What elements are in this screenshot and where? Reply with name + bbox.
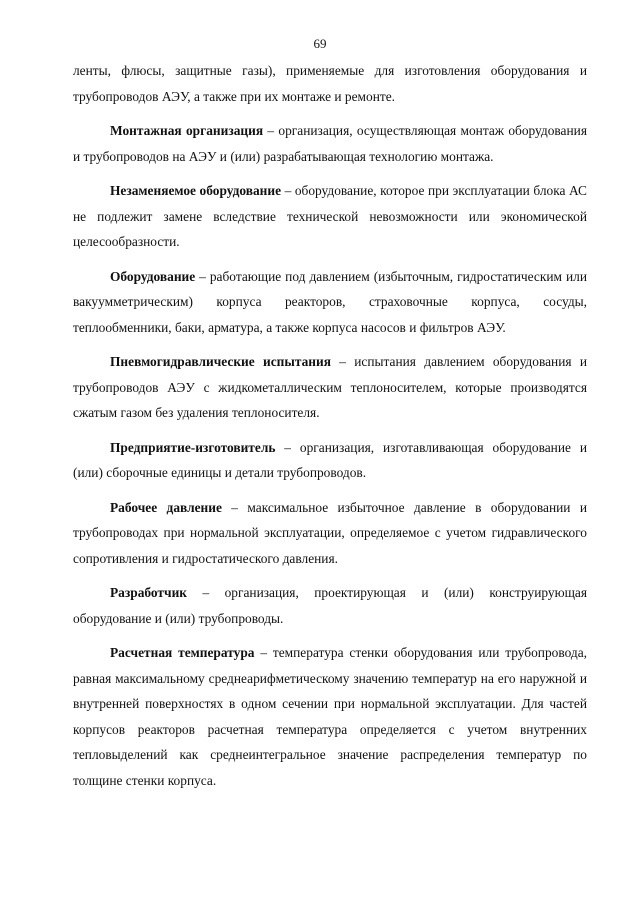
paragraph-continuation xyxy=(73,58,587,109)
definition-term: Расчетная температура xyxy=(110,645,255,660)
document-body xyxy=(73,58,587,802)
page-number: 69 xyxy=(313,36,327,51)
definition-term: Предприятие-изготовитель xyxy=(110,439,276,455)
definition-term: Монтажная организация xyxy=(110,123,264,138)
definition-razrabotchik xyxy=(73,580,587,631)
definition-montazhnaya-organizatsiya xyxy=(73,118,587,169)
definition-text: – оборудование, которое при эксплуатации блока АС не подлежит замене вследствие технической невозможности или экономической целесообразности. xyxy=(73,183,587,249)
definition-oborudovanie xyxy=(73,264,587,341)
definition-term: Разработчик xyxy=(110,585,187,600)
definition-rabochee-davlenie xyxy=(73,495,587,572)
definition-term: Оборудование xyxy=(110,268,196,284)
definition-pnevmogidravlicheskie-ispytaniya xyxy=(73,349,587,426)
definition-text: – организация, осуществляющая монтаж оборудования и трубопроводов на АЭУ и (или) разрабатывающая технологию монтажа. xyxy=(73,123,587,164)
definition-text: – организация, проектирующая и (или) конструирующая оборудование и (или) трубопроводы. xyxy=(73,585,587,626)
definition-raschetnaya-temperatura xyxy=(73,640,587,793)
definition-text: – температура стенки оборудования или трубопровода, равная максимальному среднеарифметическому значению температур на его наружной и внутренней поверхностях в одном сечении при нормальной эксплуатации. Для частей корпусов реакторов расчетная температура определяется с учетом внутренних тепловыделений как среднеинтегральное значение распределения температур по толщине стенки корпуса. xyxy=(73,645,587,788)
definition-term: Рабочее давление xyxy=(110,499,222,515)
definition-text: – испытания давлением оборудования и трубопроводов АЭУ с жидкометаллическим теплоносителем, которые производятся сжатым газом без удаления теплоносителя. xyxy=(73,354,587,420)
definition-text: – работающие под давлением (избыточным, гидростатическим или вакуумметрическим) корпуса реакторов, страховочные корпуса, сосуды, теплообменники, баки, арматура, а также корпуса насосов и фильтров АЭУ. xyxy=(73,268,587,335)
definition-term: Пневмогидравлические испытания xyxy=(110,354,331,369)
paragraph-text: ленты, флюсы, защитные газы), применяемые для изготовления оборудования и трубопроводов АЭУ, а также при их монтаже и ремонте. xyxy=(73,63,587,104)
definition-predpriyatie-izgotovitel xyxy=(73,435,587,486)
definition-text: – максимальное избыточное давление в оборудовании и трубопроводах при нормальной эксплуатации, определяемое с учетом гидравлического сопротивления и гидростатического давления. xyxy=(73,499,588,566)
definition-term: Незаменяемое оборудование xyxy=(110,183,282,198)
definition-nezamenyaemoe-oborudovanie xyxy=(73,178,587,255)
definition-text: – организация, изготавливающая оборудование и (или) сборочные единицы и детали трубопроводов. xyxy=(73,439,587,480)
